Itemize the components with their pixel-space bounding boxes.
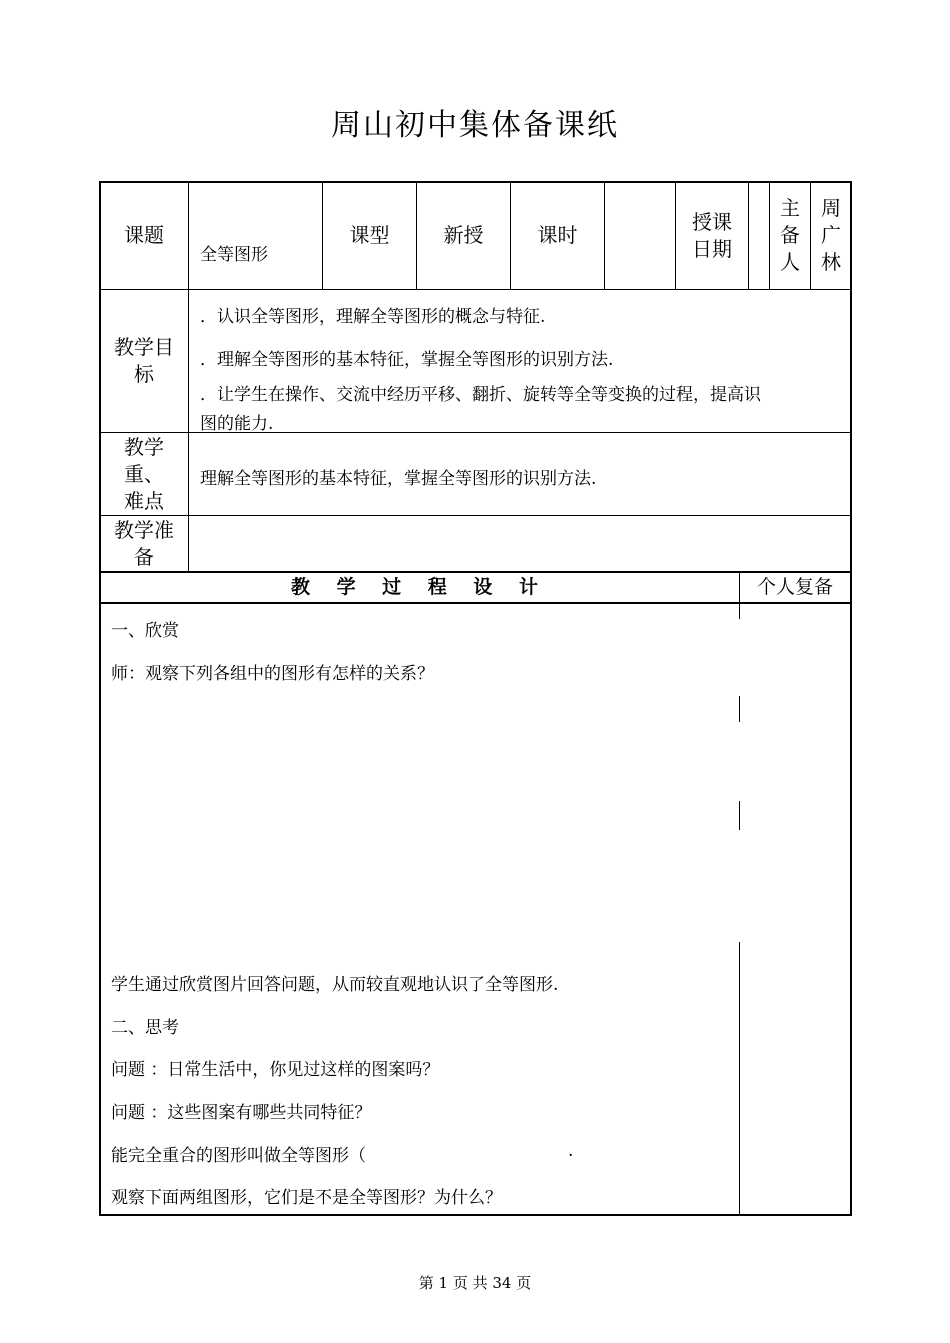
type-label: 课型 [349, 223, 390, 247]
process-line: 问题 ：日常生活中，你见过这样的图案吗？ [111, 1060, 440, 1080]
topic-value: 全等图形 [200, 245, 268, 265]
date-value [749, 182, 769, 289]
preparer-label: 主 备 人 [780, 196, 800, 274]
process-line: 一、欣赏 [111, 621, 179, 641]
key-points-label: 教学 重、 难点 [124, 434, 164, 513]
topic-label: 课题 [124, 223, 164, 247]
preparer-value: 周 广 林 [821, 196, 841, 274]
objective-item: ．让学生在操作、交流中经历平移、翻折、旋转等全等变换的过程，提高识 [200, 385, 761, 405]
hours-value [605, 182, 675, 289]
process-line: 学生通过欣赏图片回答问题，从而较直观地认识了全等图形. [111, 975, 559, 995]
key-points-text: 理解全等图形的基本特征，掌握全等图形的识别方法. [200, 469, 597, 489]
hours-label: 课时 [537, 223, 578, 247]
objective-item: 图的能力. [200, 414, 274, 434]
type-value: 新授 [443, 223, 484, 247]
process-heading: 教 学 过 程 设 计 [290, 575, 549, 598]
preparation-label: 教学准 备 [114, 517, 174, 569]
objective-item: ．认识全等图形，理解全等图形的概念与特征. [200, 307, 546, 327]
process-line: 问题 ：这些图案有哪些共同特征？ [111, 1103, 372, 1123]
objective-item: ．理解全等图形的基本特征，掌握全等图形的识别方法. [200, 350, 614, 370]
page-title: 周山初中集体备课纸 [331, 108, 619, 143]
page-footer: 第 1 页 共 34 页 [418, 1274, 532, 1292]
process-line: 师：观察下列各组中的图形有怎样的关系？ [111, 664, 434, 684]
process-line: 二、思考 [111, 1018, 179, 1038]
process-line: 观察下面两组图形，它们是不是全等图形？为什么？ [111, 1188, 502, 1208]
date-label: 授课 日期 [692, 209, 732, 261]
objectives-label: 教学目 标 [114, 335, 174, 386]
process-line: . [568, 1141, 574, 1161]
process-line: 能完全重合的图形叫做全等图形（ [111, 1146, 366, 1166]
review-heading: 个人复备 [756, 575, 833, 598]
